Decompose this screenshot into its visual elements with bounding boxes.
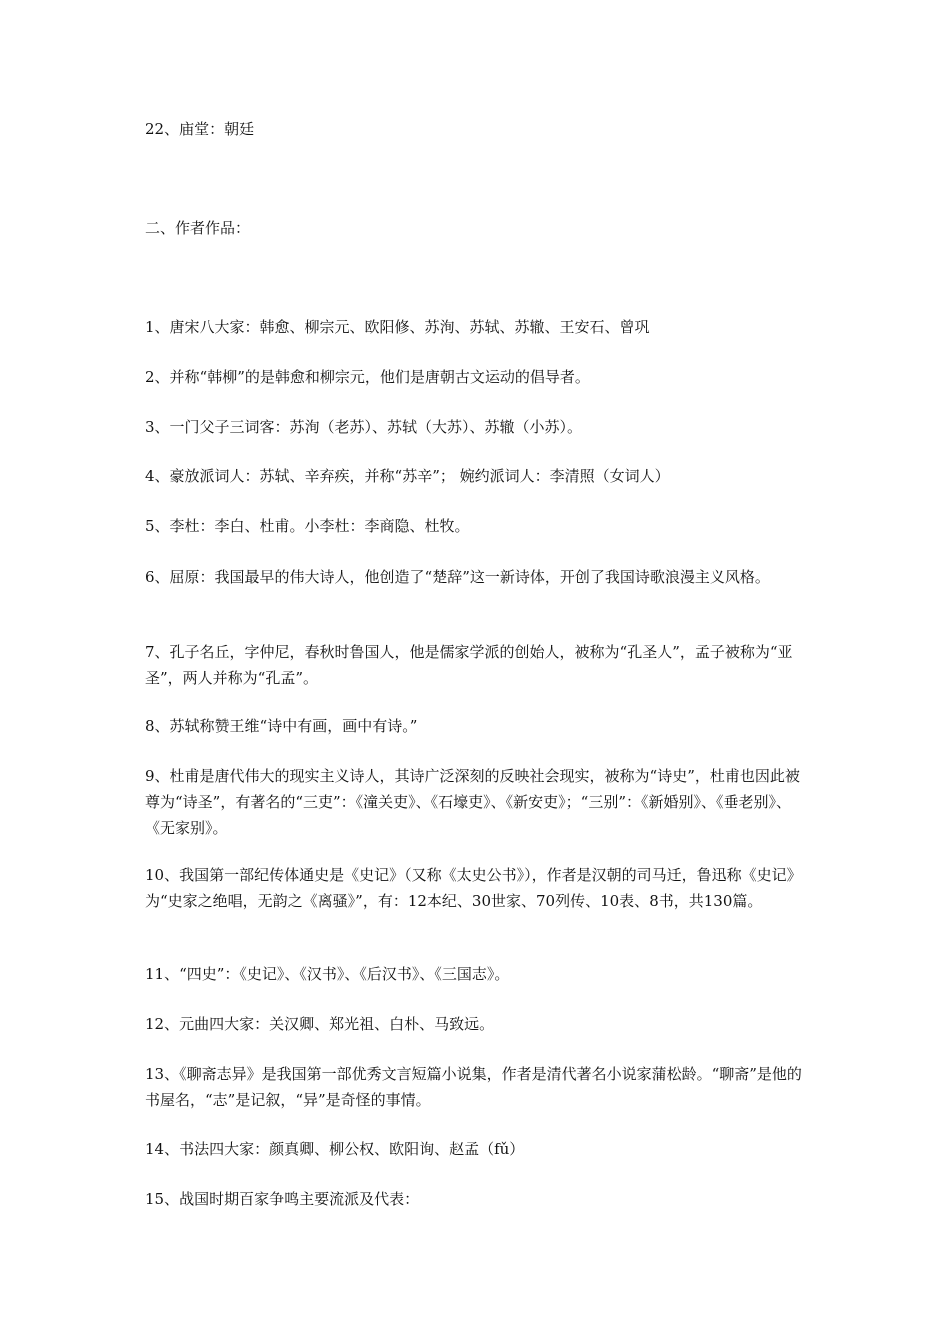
section-heading-authors-works: 二、作者作品：	[145, 219, 251, 237]
item-9: 9、杜甫是唐代伟大的现实主义诗人，其诗广泛深刻的反映社会现实，被称为“诗史”，杜甫也因此被尊为“诗圣”，有著名的“三吏”：《潼关吏》、《石壕吏》、《新安吏》；“三别”：《新婚别》、《垂老别》、《无家别》。	[145, 767, 800, 837]
item-15: 15、战国时期百家争鸣主要流派及代表：	[145, 1190, 420, 1208]
item-3: 3、一门父子三词客：苏洵（老苏）、苏轼（大苏）、苏辙（小苏）。	[145, 418, 583, 436]
item-5: 5、李杜：李白、杜甫。小李杜：李商隐、杜牧。	[145, 517, 470, 535]
item-1: 1、唐宋八大家：韩愈、柳宗元、欧阳修、苏洵、苏轼、苏辙、王安石、曾巩	[145, 318, 650, 336]
item-4: 4、豪放派词人：苏轼、辛弃疾，并称“苏辛”； 婉约派词人：李清照（女词人）	[145, 467, 670, 485]
item-6: 6、屈原：我国最早的伟大诗人，他创造了“楚辞”这一新诗体，开创了我国诗歌浪漫主义风格。	[145, 568, 770, 586]
item-8: 8、苏轼称赞王维“诗中有画，画中有诗。”	[145, 717, 418, 735]
item-10: 10、我国第一部纪传体通史是《史记》（又称《太史公书》），作者是汉朝的司马迁，鲁迅称《史记》为“史家之绝唱，无韵之《离骚》”，有：12本纪、30世家、70列传、10表、8书，共130篇。	[145, 866, 802, 910]
item-12: 12、元曲四大家：关汉卿、郑光祖、白朴、马致远。	[145, 1015, 495, 1033]
item-13: 13、《聊斋志异》是我国第一部优秀文言短篇小说集，作者是清代著名小说家蒲松龄。“聊斋”是他的书屋名，“志”是记叙，“异”是奇怪的事情。	[145, 1065, 802, 1109]
item-22: 22、庙堂：朝廷	[145, 120, 255, 138]
item-11: 11、“四史”：《史记》、《汉书》、《后汉书》、《三国志》。	[145, 965, 510, 983]
item-14: 14、书法四大家：颜真卿、柳公权、欧阳询、赵孟（fǔ）	[145, 1140, 525, 1158]
item-7: 7、孔子名丘，字仲尼，春秋时鲁国人，他是儒家学派的创始人，被称为“孔圣人”，孟子被称为“亚圣”，两人并称为“孔孟”。	[145, 643, 793, 687]
item-2: 2、并称“韩柳”的是韩愈和柳宗元，他们是唐朝古文运动的倡导者。	[145, 368, 590, 386]
